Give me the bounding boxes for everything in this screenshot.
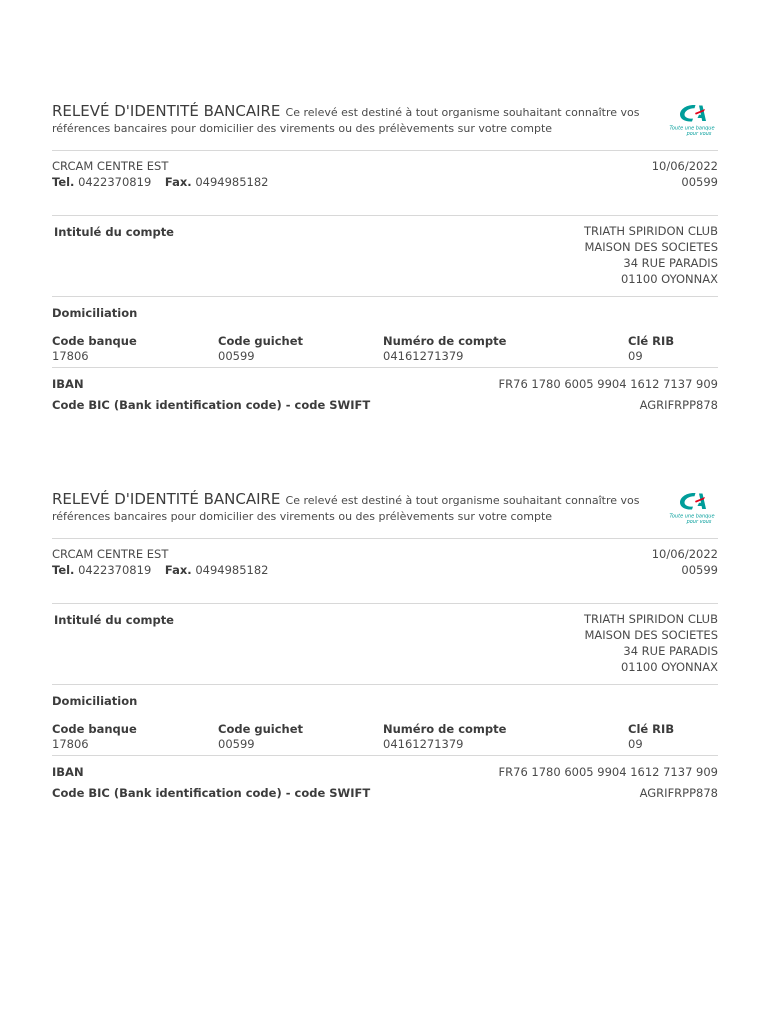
numero-compte-value: 04161271379 [383,737,464,751]
statement-date: 10/06/2022 [651,547,718,561]
credit-agricole-logo-icon [666,102,718,138]
rib-statement [52,488,718,818]
contact-line [52,562,268,578]
fax-value: 0494985182 [195,563,269,577]
divider [52,603,718,604]
iban-value: FR76 1780 6005 9904 1612 7137 909 [498,377,718,391]
code-banque-value: 17806 [52,737,89,751]
numero-compte-label: Numéro de compte [383,334,507,348]
account-holder-line: 01100 OYONNAX [620,660,718,674]
domiciliation-label: Domiciliation [52,694,138,708]
account-holder-line: 34 RUE PARADIS [623,644,718,658]
rib-title: RELEVÉ D'IDENTITÉ BANCAIRE [52,102,281,120]
bic-label: Code BIC (Bank identification code) - code SWIFT [52,398,371,412]
rib-description-line2: références bancaires pour domicilier des virements ou des prélèvements sur votre compte [52,122,553,135]
domiciliation-label: Domiciliation [52,306,138,320]
divider [52,215,718,216]
cle-rib-label: Clé RIB [628,722,675,736]
account-holder-line: TRIATH SPIRIDON CLUB [583,224,718,238]
divider [52,755,718,756]
tel-value: 0422370819 [78,175,152,189]
cle-rib-value: 09 [628,737,643,751]
code-guichet-value: 00599 [218,349,255,363]
credit-agricole-logo-icon [666,490,718,526]
logo-slogan-line1: Toute une banque [669,513,715,520]
rib-title: RELEVÉ D'IDENTITÉ BANCAIRE [52,490,281,508]
rib-header [52,100,718,150]
bic-value: AGRIFRPP878 [639,786,718,800]
iban-label: IBAN [52,377,84,391]
account-holder-line: MAISON DES SOCIETES [584,240,718,254]
account-holder-line: 01100 OYONNAX [620,272,718,286]
bank-name: CRCAM CENTRE EST [52,547,169,561]
account-holder-line: TRIATH SPIRIDON CLUB [583,612,718,626]
cle-rib-value: 09 [628,349,643,363]
code-guichet-value: 00599 [218,737,255,751]
code-banque-label: Code banque [52,722,137,736]
account-holder-line: MAISON DES SOCIETES [584,628,718,642]
numero-compte-label: Numéro de compte [383,722,507,736]
rib-header-text [52,489,652,524]
tel-label: Tel. [52,563,75,577]
contact-line [52,174,268,190]
numero-compte-value: 04161271379 [383,349,464,363]
iban-value: FR76 1780 6005 9904 1612 7137 909 [498,765,718,779]
account-holder-line: 34 RUE PARADIS [623,256,718,270]
rib-header-text [52,101,652,136]
tel-value: 0422370819 [78,563,152,577]
fax-label: Fax. [164,175,192,189]
divider [52,367,718,368]
logo-slogan-line1: Toute une banque [669,125,715,132]
divider [52,150,718,151]
divider [52,684,718,685]
divider [52,296,718,297]
rib-description-line1: Ce relevé est destiné à tout organisme souhaitant connaître vos [285,106,640,119]
cle-rib-label: Clé RIB [628,334,675,348]
rib-description-line2: références bancaires pour domicilier des virements ou des prélèvements sur votre compte [52,510,553,523]
statement-date: 10/06/2022 [651,159,718,173]
tel-label: Tel. [52,175,75,189]
divider [52,538,718,539]
code-banque-label: Code banque [52,334,137,348]
rib-description-line1: Ce relevé est destiné à tout organisme souhaitant connaître vos [285,494,640,507]
code-guichet-label: Code guichet [218,334,304,348]
rib-header [52,488,718,538]
code-banque-value: 17806 [52,349,89,363]
account-title-label: Intitulé du compte [54,613,174,627]
agency-code: 00599 [681,563,718,577]
bic-label: Code BIC (Bank identification code) - code SWIFT [52,786,371,800]
code-guichet-label: Code guichet [218,722,304,736]
iban-label: IBAN [52,765,84,779]
bic-value: AGRIFRPP878 [639,398,718,412]
account-title-label: Intitulé du compte [54,225,174,239]
fax-value: 0494985182 [195,175,269,189]
fax-label: Fax. [164,563,192,577]
agency-code: 00599 [681,175,718,189]
logo-slogan-line2: pour vous [686,131,712,137]
logo-slogan-line2: pour vous [686,519,712,525]
bank-name: CRCAM CENTRE EST [52,159,169,173]
rib-statement [52,100,718,430]
